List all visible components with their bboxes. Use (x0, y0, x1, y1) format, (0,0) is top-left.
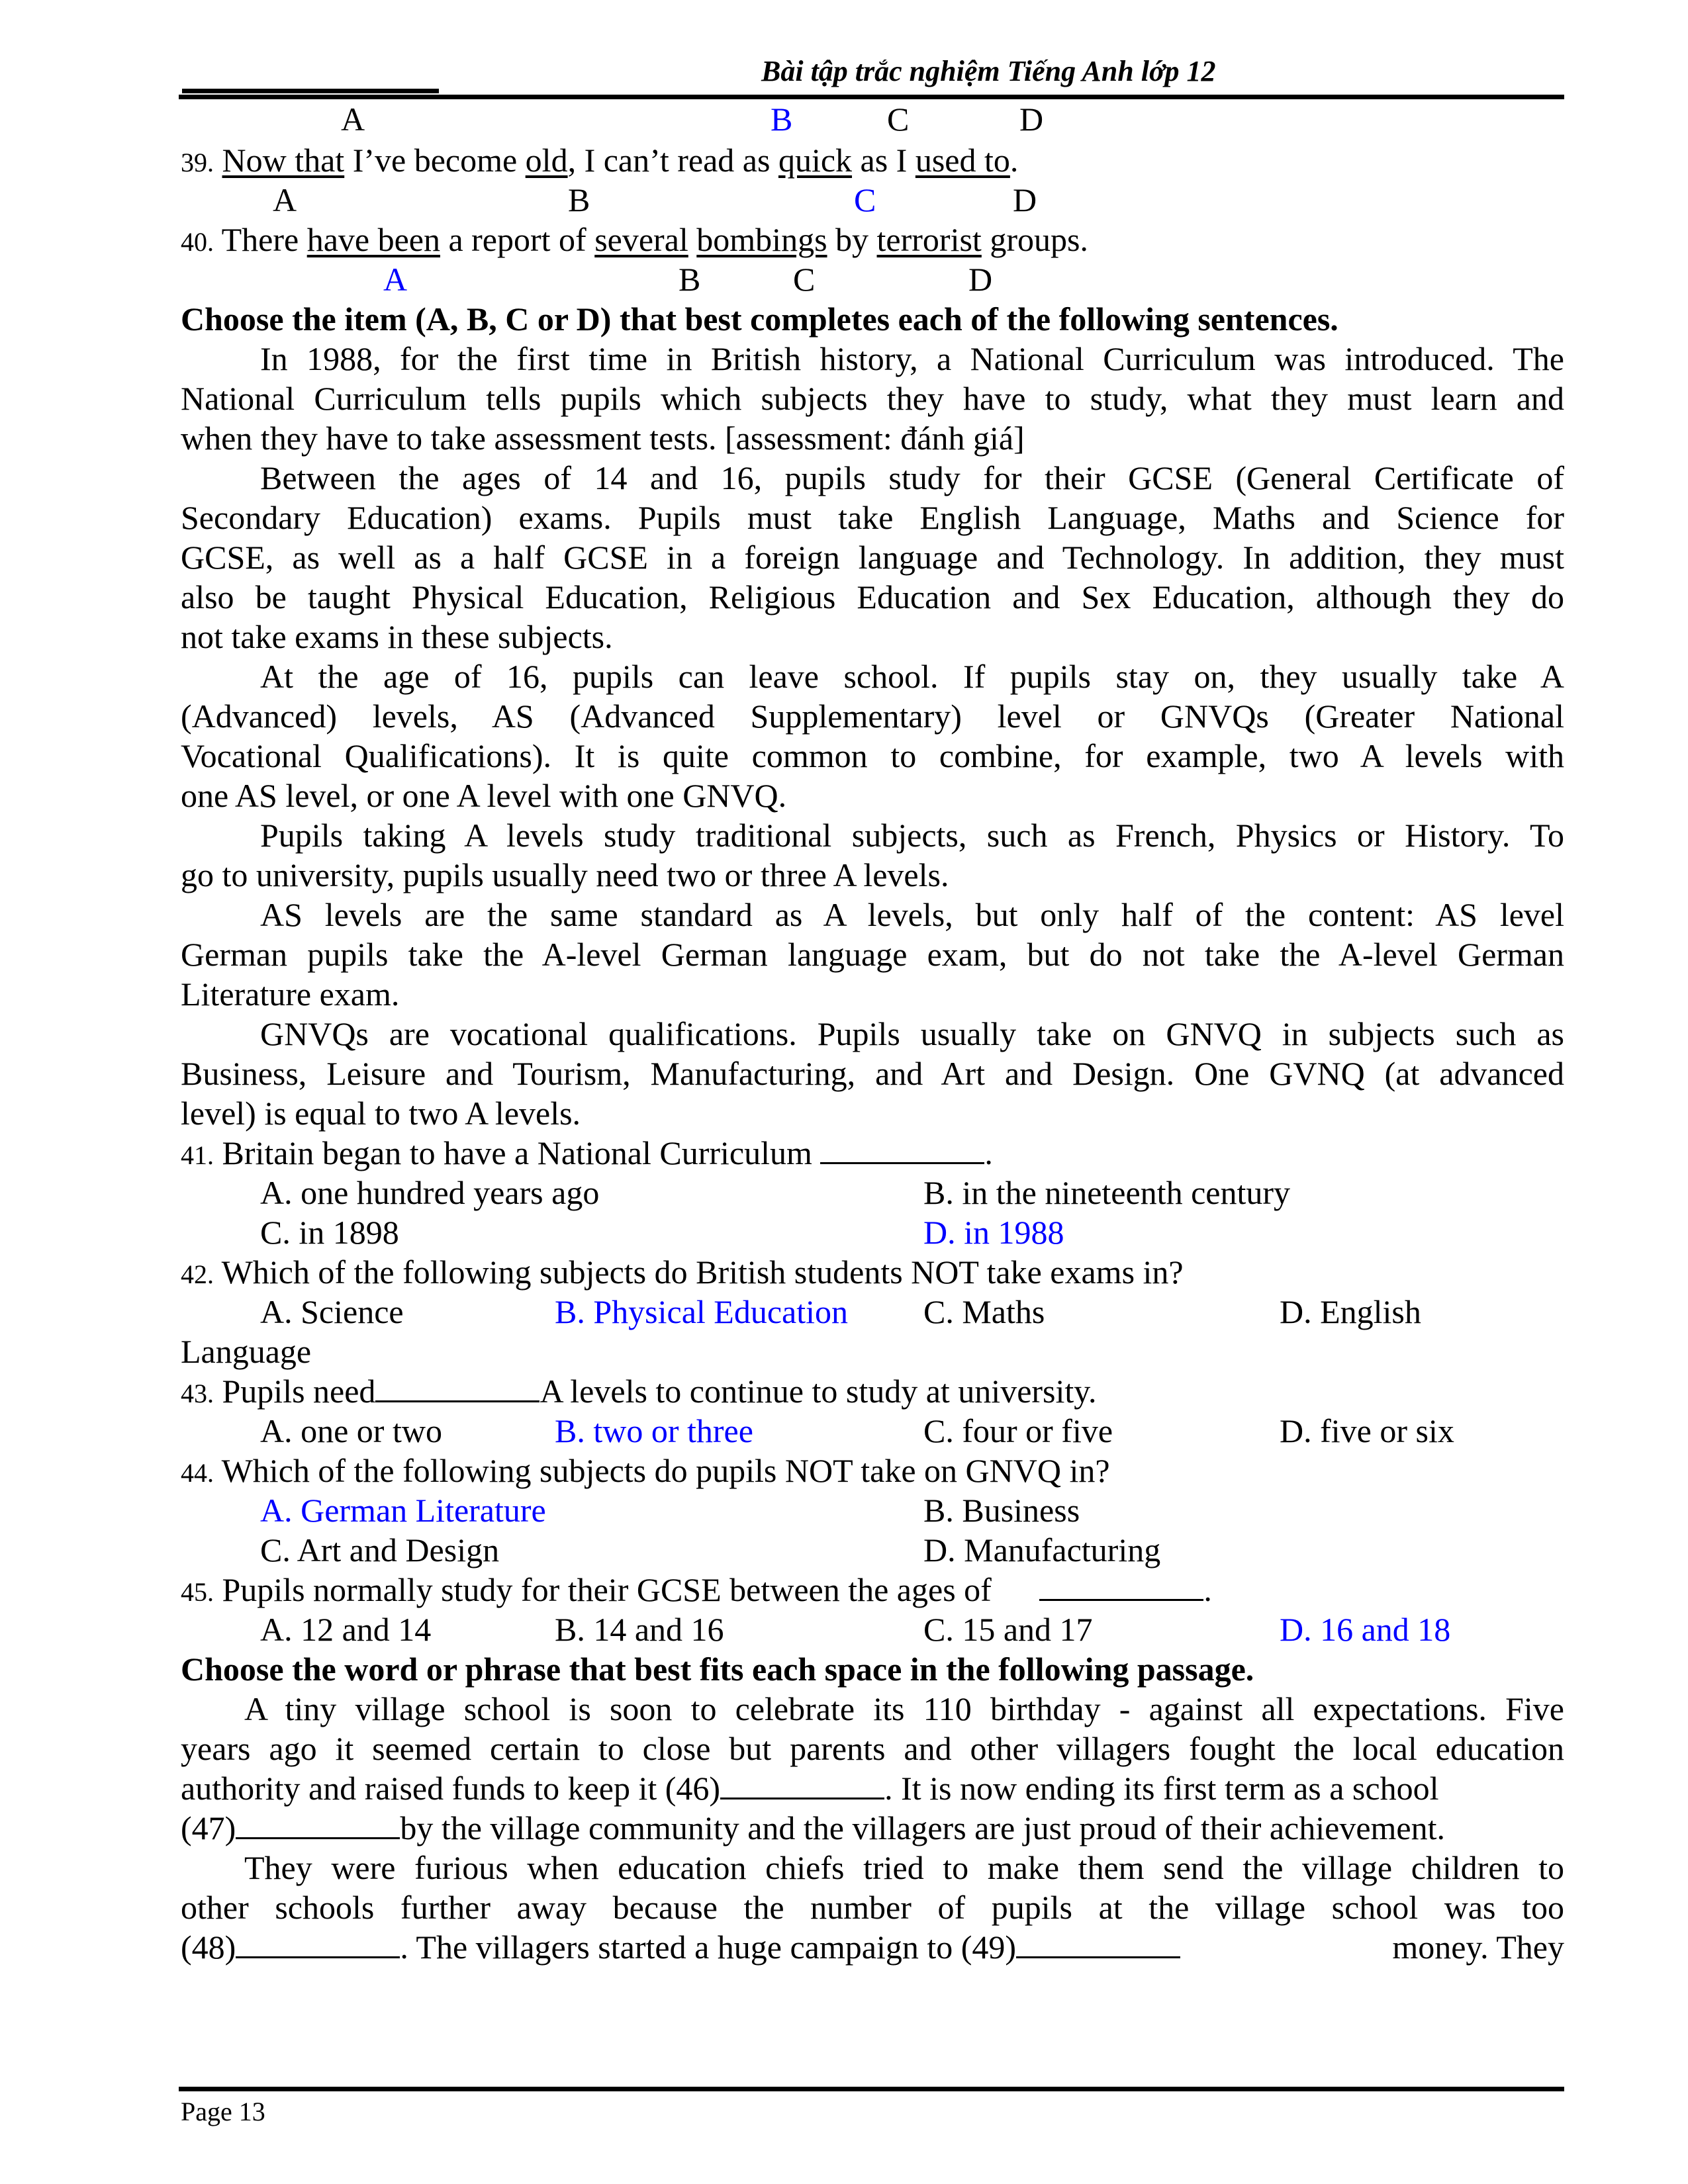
letter-c: C (793, 261, 816, 298)
option-a: A. Science (260, 1293, 404, 1330)
passage-line: Vocational Qualifications). It is quite common to combine, for example, two A levels with (181, 737, 1564, 774)
underlined-part-a: have been (306, 221, 440, 258)
passage-line: At the age of 16, pupils can leave school. If pupils stay on, they usually take A (260, 658, 1564, 695)
option-d: D. Manufacturing (923, 1531, 1161, 1569)
question-40 (181, 220, 1564, 262)
letter-c-answer: C (854, 181, 876, 218)
passage-line: other schools further away because the number of pupils at the village school was too (181, 1889, 1564, 1926)
letter-a: A (341, 101, 365, 138)
option-b: B. 14 and 16 (555, 1611, 724, 1648)
header-rule (179, 95, 1564, 99)
text-segment: money. They (1392, 1929, 1564, 1966)
letter-d: D (968, 261, 993, 298)
option-c: C. four or five (923, 1412, 1113, 1449)
text-segment: There (221, 221, 307, 258)
text-segment: groups. (981, 221, 1088, 258)
footer-rule (179, 2087, 1564, 2091)
question-39 (181, 140, 1564, 183)
passage-line: years ago it seemed certain to close but parents and other villagers fought the local education (181, 1730, 1564, 1767)
letter-a-answer: A (383, 261, 408, 298)
option-d: D. English (1280, 1293, 1421, 1330)
question-stem: Which of the following subjects do British students NOT take exams in? (221, 1253, 1184, 1291)
answer-blank (375, 1371, 539, 1402)
passage-line: one AS level, or one A level with one GNVQ. (181, 777, 787, 814)
stem-end: A levels to continue to study at university. (539, 1373, 1097, 1410)
text-segment: , I can’t read as (567, 142, 778, 179)
text-segment: . The villagers started a huge campaign to (49) (400, 1929, 1017, 1966)
option-a: A. one or two (260, 1412, 442, 1449)
underlined-part-a: Now that (222, 142, 345, 179)
question-number: 44. (181, 1458, 214, 1488)
passage-line: German pupils take the A-level German language exam, but do not take the A-level German (181, 936, 1564, 973)
underlined-part-d: used to (915, 142, 1010, 179)
blank-49 (1016, 1927, 1180, 1958)
text-segment: as I (852, 142, 915, 179)
answer-blank (1039, 1570, 1203, 1601)
passage-line: Between the ages of 14 and 16, pupils study for their GCSE (General Certificate of (260, 459, 1564, 496)
question-number: 43. (181, 1379, 214, 1408)
passage-line: Secondary Education) exams. Pupils must take English Language, Maths and Science for (181, 499, 1564, 536)
question-stem: Britain began to have a National Curriculum (222, 1134, 821, 1171)
header-short-rule (182, 89, 439, 93)
question-stem: Pupils normally study for their GCSE between the ages of (222, 1571, 1000, 1608)
blank-47 (236, 1808, 400, 1839)
option-a: A. 12 and 14 (260, 1611, 432, 1648)
option-d-overflow: Language (181, 1333, 312, 1370)
text-segment: by the village community and the villagers are just proud of their achievement. (400, 1809, 1445, 1846)
question-43 (181, 1371, 1564, 1414)
text-segment: by (827, 221, 877, 258)
letter-d: D (1019, 101, 1044, 138)
option-c: C. Art and Design (260, 1531, 500, 1569)
blank-46 (720, 1768, 884, 1799)
section-heading: Choose the item (A, B, C or D) that best completes each of the following sentences. (181, 300, 1338, 338)
letter-a: A (273, 181, 297, 218)
option-b-answer: B. two or three (555, 1412, 753, 1449)
letter-b-answer: B (771, 101, 793, 138)
letter-b: B (679, 261, 701, 298)
question-42 (181, 1252, 1564, 1295)
underlined-part-b: old (525, 142, 568, 179)
letter-b: B (568, 181, 590, 218)
question-number: 42. (181, 1259, 214, 1289)
question-45 (181, 1570, 1564, 1612)
passage-line: AS levels are the same standard as A levels, but only half of the content: AS level (260, 896, 1564, 933)
passage-line (181, 1808, 1564, 1848)
letter-c: C (887, 101, 910, 138)
question-41 (181, 1133, 1564, 1175)
stem-end: . (1203, 1571, 1212, 1608)
passage-line: level) is equal to two A levels. (181, 1095, 581, 1132)
underlined-part-b: several (594, 221, 688, 258)
passage-line: GCSE, as well as a half GCSE in a foreign language and Technology. In addition, they must (181, 539, 1564, 576)
blank-48 (236, 1927, 400, 1958)
passage-line: not take exams in these subjects. (181, 618, 613, 655)
passage-line: when they have to take assessment tests. [assessment: đánh giá] (181, 420, 1025, 457)
option-c: C. Maths (923, 1293, 1045, 1330)
underlined-part-c: quick (778, 142, 853, 179)
passage-line: Business, Leisure and Tourism, Manufacturing, and Art and Design. One GVNQ (at advanced (181, 1055, 1564, 1092)
answer-blank (820, 1133, 984, 1164)
passage-line: In 1988, for the first time in British history, a National Curriculum was introduced. The (260, 340, 1564, 377)
option-d-answer: D. 16 and 18 (1280, 1611, 1451, 1648)
passage-line: A tiny village school is soon to celebrate its 110 birthday - against all expectations. Five (244, 1690, 1564, 1727)
passage-line: GNVQs are vocational qualifications. Pupils usually take on GNVQ in subjects such as (260, 1015, 1564, 1052)
option-a: A. one hundred years ago (260, 1174, 600, 1211)
text-segment: . (1009, 142, 1019, 179)
text-segment (688, 221, 697, 258)
option-b: B. in the nineteenth century (923, 1174, 1291, 1211)
question-44 (181, 1451, 1564, 1493)
option-d: D. five or six (1280, 1412, 1454, 1449)
letter-d: D (1013, 181, 1037, 218)
running-header-title: Bài tập trắc nghiệm Tiếng Anh lớp 12 (761, 55, 1216, 87)
underlined-part-c: bombings (696, 221, 827, 258)
passage-line: (Advanced) levels, AS (Advanced Supplementary) level or GNVQs (Greater National (181, 698, 1564, 735)
text-segment: authority and raised funds to keep it (46) (181, 1770, 721, 1807)
option-c: C. 15 and 17 (923, 1611, 1093, 1648)
option-d-answer: D. in 1988 (923, 1214, 1064, 1251)
passage-line (181, 1768, 1564, 1808)
text-segment: . It is now ending its first term as a school (884, 1770, 1439, 1807)
question-number: 40. (181, 227, 214, 257)
passage-line: They were furious when education chiefs tried to make them send the village children to (244, 1849, 1564, 1886)
passage-line: Pupils taking A levels study traditional subjects, such as French, Physics or History. To (260, 817, 1564, 854)
question-number: 45. (181, 1577, 214, 1607)
underlined-part-d: terrorist (876, 221, 982, 258)
question-stem: Pupils need (222, 1373, 376, 1410)
option-b: B. Business (923, 1492, 1080, 1529)
text-segment: a report of (440, 221, 595, 258)
text-segment: (47) (181, 1809, 236, 1846)
text-segment: I’ve become (344, 142, 526, 179)
passage-line: also be taught Physical Education, Religious Education and Sex Education, although they do (181, 578, 1564, 615)
option-a-answer: A. German Literature (260, 1492, 546, 1529)
passage-line: go to university, pupils usually need two or three A levels. (181, 856, 949, 893)
page-number: Page 13 (181, 2097, 265, 2126)
text-segment: (48) (181, 1929, 236, 1966)
passage-line: Literature exam. (181, 976, 400, 1013)
option-b-answer: B. Physical Education (555, 1293, 848, 1330)
section-heading: Choose the word or phrase that best fits each space in the following passage. (181, 1651, 1254, 1688)
question-number: 39. (181, 148, 214, 177)
passage-line (181, 1927, 1564, 1967)
passage-line: National Curriculum tells pupils which subjects they have to study, what they must learn and (181, 380, 1564, 417)
question-number: 41. (181, 1140, 214, 1170)
option-c: C. in 1898 (260, 1214, 399, 1251)
stem-end: . (984, 1134, 993, 1171)
question-stem: Which of the following subjects do pupils NOT take on GNVQ in? (221, 1452, 1110, 1489)
